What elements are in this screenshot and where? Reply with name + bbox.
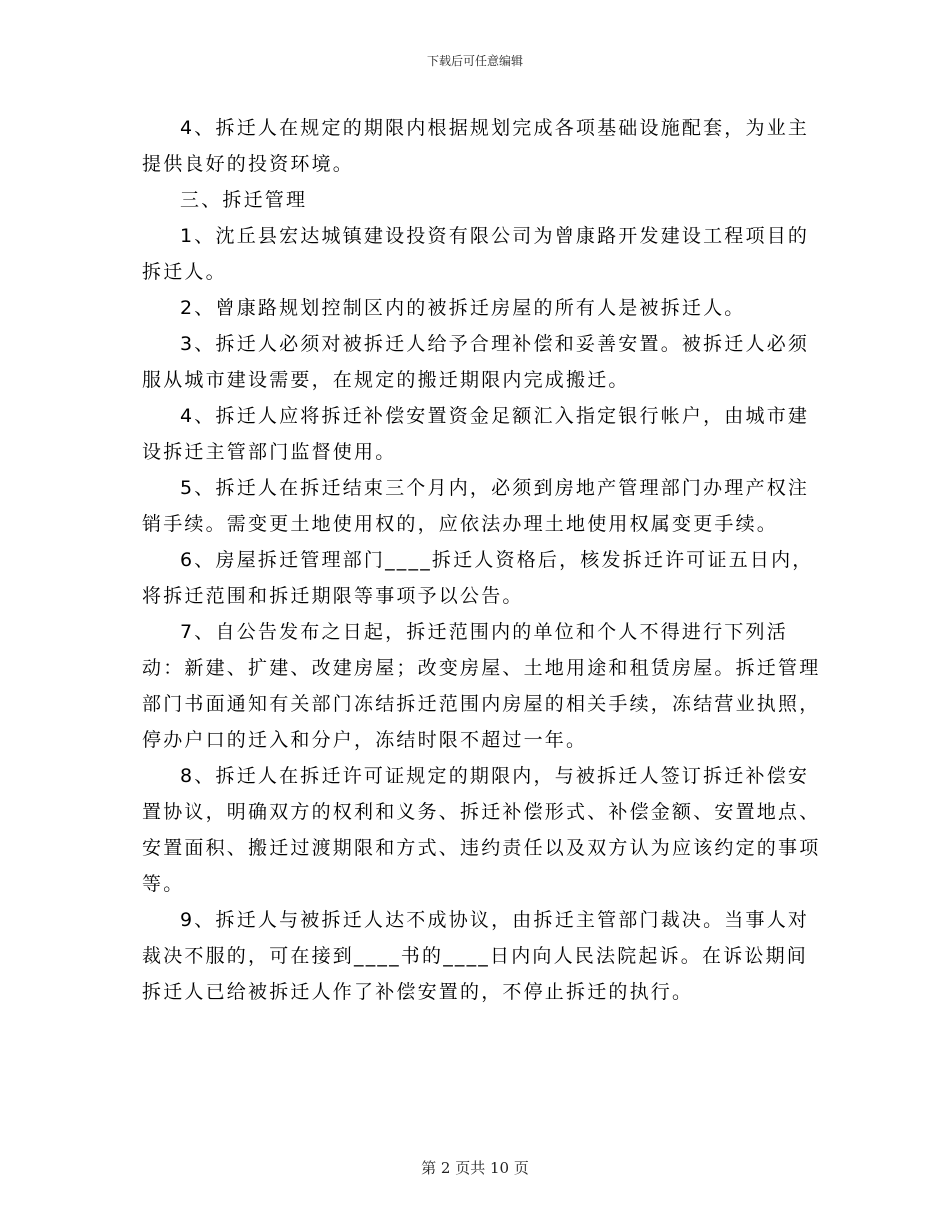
paragraph-9: 9、拆迁人与被拆迁人达不成协议，由拆迁主管部门裁决。当事人对裁决不服的，可在接到____书的____日内向人民法院起诉。在诉讼期间拆迁人已给被拆迁人作了补偿安置的，不停止拆迁的执行。 bbox=[142, 909, 810, 1003]
paragraph-infrastructure: 4、拆迁人在规定的期限内根据规划完成各项基础设施配套，为业主提供良好的投资环境。 bbox=[142, 117, 810, 175]
paragraph-2: 2、曾康路规划控制区内的被拆迁房屋的所有人是被拆迁人。 bbox=[180, 297, 746, 319]
paragraph-6: 6、房屋拆迁管理部门____拆迁人资格后，核发拆迁许可证五日内，将拆迁范围和拆迁期限等事项予以公告。 bbox=[142, 549, 814, 607]
paragraph-5: 5、拆迁人在拆迁结束三个月内，必须到房地产管理部门办理产权注销手续。需变更土地使用权的，应依法办理土地使用权属变更手续。 bbox=[142, 477, 810, 535]
paragraph-8: 8、拆迁人在拆迁许可证规定的期限内，与被拆迁人签订拆迁补偿安置协议，明确双方的权利和义务、拆迁补偿形式、补偿金额、安置地点、安置面积、搬迁过渡期限和方式、违约责任以及双方认为应该约定的事项等。 bbox=[142, 765, 821, 895]
paragraph-4: 4、拆迁人应将拆迁补偿安置资金足额汇入指定银行帐户，由城市建设拆迁主管部门监督使用。 bbox=[142, 405, 810, 463]
paragraph-7: 7、自公告发布之日起，拆迁范围内的单位和个人不得进行下列活动：新建、扩建、改建房屋；改变房屋、土地用途和租赁房屋。拆迁管理部门书面通知有关部门冻结拆迁范围内房屋的相关手续，冻结营业执照，停办户口的迁入和分户，冻结时限不超过一年。 bbox=[142, 621, 821, 751]
section-heading-demolition-management: 三、拆迁管理 bbox=[180, 189, 308, 211]
paragraph-1: 1、沈丘县宏达城镇建设投资有限公司为曾康路开发建设工程项目的拆迁人。 bbox=[142, 225, 810, 283]
page-footer: 第 2 页共 10 页 bbox=[421, 1159, 529, 1177]
page-header: 下载后可任意编辑 bbox=[426, 54, 523, 68]
paragraph-3: 3、拆迁人必须对被拆迁人给予合理补偿和妥善安置。被拆迁人必须服从城市建设需要，在规定的搬迁期限内完成搬迁。 bbox=[142, 333, 810, 391]
document-body bbox=[142, 110, 822, 1010]
